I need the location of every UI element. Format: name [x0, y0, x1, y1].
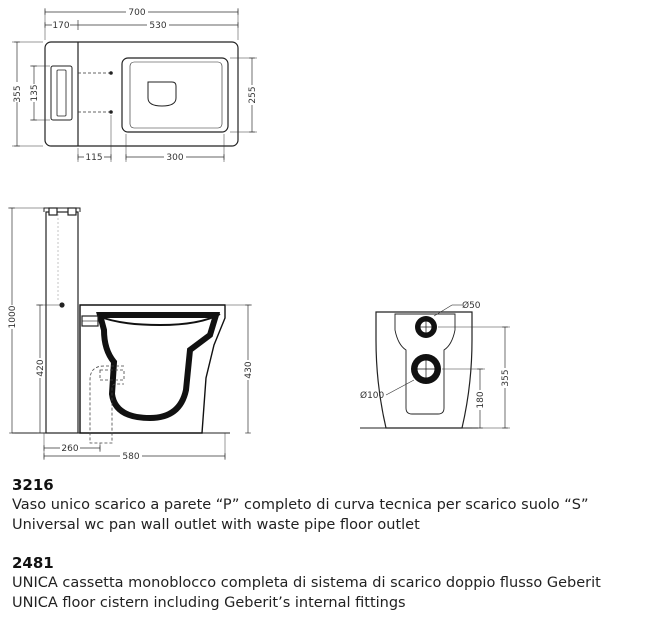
product-captions — [12, 476, 642, 613]
dim-height-total: 1000 — [8, 305, 18, 329]
product-block-2481 — [12, 554, 642, 613]
product-description-en: Universal wc pan wall outlet with waste pipe floor outlet — [12, 517, 420, 533]
product-code: 2481 — [12, 554, 54, 572]
dim-total-width: 700 — [128, 8, 146, 18]
top-view-fixing-points — [78, 71, 113, 114]
dim-outlet-height: 420 — [36, 359, 46, 377]
outlet-pipe — [411, 354, 441, 384]
rear-view-dimensions — [438, 327, 510, 428]
product-block-3216 — [12, 476, 642, 535]
dim-cistern-width: 170 — [52, 21, 70, 31]
top-view-dimensions — [12, 8, 257, 162]
top-view-dimension-labels — [12, 7, 258, 163]
rear-view — [360, 300, 511, 428]
top-view — [12, 7, 258, 163]
dim-inlet-height: 355 — [501, 369, 511, 387]
dim-pipe-offset: 115 — [85, 153, 103, 163]
top-view-outline — [45, 42, 238, 146]
dim-seat-width: 255 — [248, 86, 258, 104]
inlet-pipe — [415, 316, 437, 338]
product-code: 3216 — [12, 476, 54, 494]
dim-inlet-diameter: Ø50 — [462, 301, 481, 311]
product-description-it: UNICA cassetta monoblocco completa di sistema di scarico doppio flusso Geberit — [12, 575, 601, 591]
side-view-cistern — [44, 208, 80, 433]
dim-depth: 355 — [13, 85, 23, 103]
dim-outlet-diameter: Ø100 — [360, 391, 385, 401]
product-description-en: UNICA floor cistern including Geberit’s internal fittings — [12, 595, 406, 611]
dim-pan-depth: 580 — [122, 452, 140, 460]
dim-outlet-height-rear: 180 — [476, 391, 486, 409]
dim-wall-to-outlet: 260 — [61, 444, 79, 454]
dim-pan-height: 430 — [244, 361, 254, 379]
top-view-seat — [148, 82, 176, 106]
dim-pan-length: 530 — [149, 21, 167, 31]
side-view — [7, 208, 254, 460]
product-description-it: Vaso unico scarico a parete “P” completo di curva tecnica per scarico suolo “S” — [12, 497, 589, 513]
dim-cistern-inner: 135 — [30, 84, 40, 102]
side-view-pan — [80, 305, 225, 433]
dim-seat-length: 300 — [166, 153, 184, 163]
rear-view-dimension-labels — [360, 300, 511, 410]
